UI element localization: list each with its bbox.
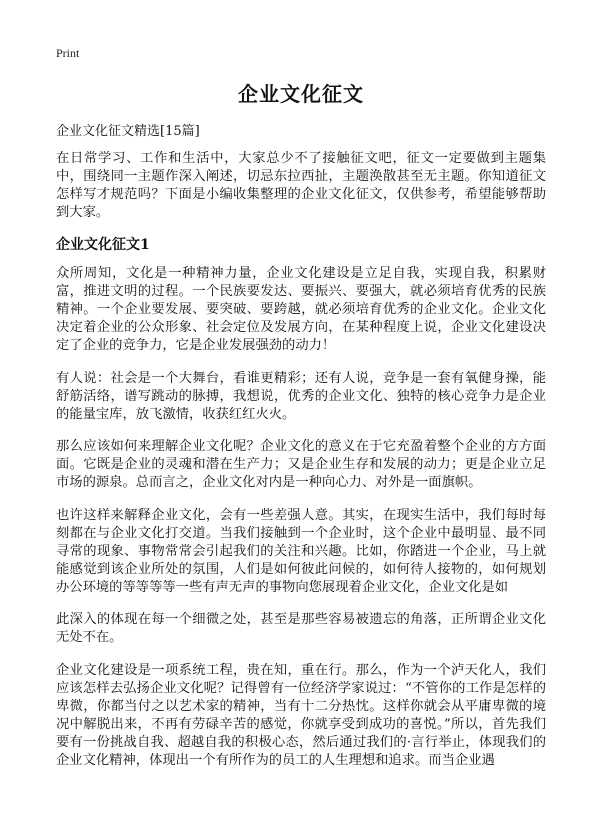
body-paragraph: 有人说：社会是一个大舞台，看谁更精彩；还有人说，竞争是一套有氧健身操，能舒筋活络，谱写跳动的脉搏，我想说，优秀的企业文化、独特的核心竞争力是企业的能量宝库，放飞激情，收获红红火火。 bbox=[56, 370, 546, 422]
body-paragraph: 那么应该如何来理解企业文化呢？企业文化的意义在于它充盈着整个企业的方方面面。它既是企业的灵魂和潜在生产力；又是企业生存和发展的动力；更是企业立足市场的源泉。总而言之，企业文化对内是一种向心力、对外是一面旗帜。 bbox=[56, 439, 546, 490]
page-title: 企业文化征文 bbox=[238, 82, 364, 106]
body-paragraph: 也许这样来解释企业文化，会有一些差强人意。其实，在现实生活中，我们每时每刻都在与企业文化打交道。当我们接触到一个企业时，这个企业中最明显、最不同寻常的现象、事物常常会引起我们的关注和兴趣。比如，你踏进一个企业，马上就能感觉到该企业所处的氛围，人们是如何彼此问候的，如何待人接物的，如何规划办公环境的等等等等一些有声无声的事物向您展现着企业文化，企业文化是如 bbox=[56, 507, 546, 595]
intro-paragraph: 在日常学习、工作和生活中，大家总少不了接触征文吧，征文一定要做到主题集中，围绕同一主题作深入阐述，切忌东拉西扯，主题涣散甚至无主题。你知道征文怎样写才规范吗？下面是小编收集整理的企业文化征文，仅供参考，希望能够帮助到大家。 bbox=[56, 151, 546, 220]
section-heading: 企业文化征文1 bbox=[56, 237, 150, 253]
document-subtitle: 企业文化征文精选[15篇] bbox=[56, 124, 200, 139]
body-paragraph: 企业文化建设是一项系统工程，贵在知，重在行。那么，作为一个泸天化人，我们应该怎样去弘扬企业文化呢？记得曾有一位经济学家说过：“不管你的工作是怎样的卑微，你都当付之以艺术家的精神，当有十二分热忱。这样你就会从平庸卑微的境况中解脱出来，不再有劳碌辛苦的感觉，你就享受到成功的喜悦。”所以，首先我们要有一份挑战自我、超越自我的积极心态，然后通过我们的·言行举止，体现我们的企业文化精神，体现出一个有所作为的员工的人生理想和追求。而当企业遇 bbox=[56, 662, 546, 768]
body-paragraph: 此深入的体现在每一个细微之处，甚至是那些容易被遗忘的角落，正所谓企业文化无处不在。 bbox=[56, 612, 546, 645]
body-paragraph: 众所周知，文化是一种精神力量，企业文化建设是立足自我，实现自我，积累财富，推进文明的过程。一个民族要发达、要振兴、要强大，就必须培育优秀的民族精神。一个企业要发展、要突破、要跨越，就必须培育优秀的企业文化。企业文化决定着企业的公众形象、社会定位及发展方向，在某种程度上说，企业文化建设决定了企业的竞争力，它是企业发展强劲的动力！ bbox=[56, 266, 546, 353]
essay-body bbox=[56, 265, 546, 784]
print-link[interactable]: Print bbox=[56, 46, 80, 60]
